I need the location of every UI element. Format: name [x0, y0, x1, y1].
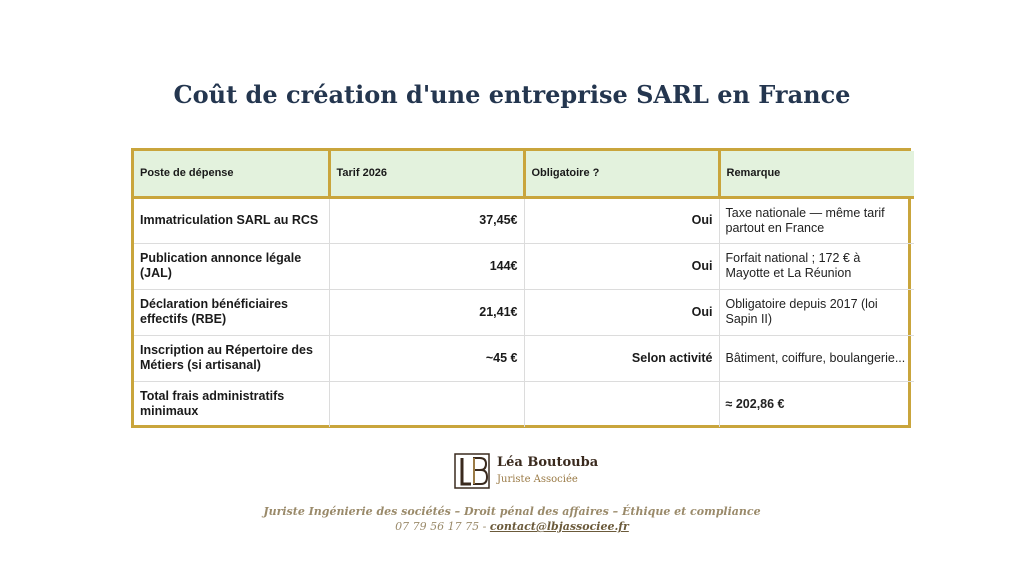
- header-poste: Poste de dépense: [134, 151, 329, 197]
- cell-remarque: Forfait national ; 172 € à Mayotte et La Réunion: [719, 243, 914, 289]
- footer-contact: [0, 520, 1024, 533]
- header-tarif: Tarif 2026: [329, 151, 524, 197]
- table-header-row: [134, 151, 914, 197]
- table-row: [134, 243, 914, 289]
- cell-tarif: [329, 381, 524, 427]
- lb-monogram-icon: [453, 452, 491, 490]
- cell-tarif: 144€: [329, 243, 524, 289]
- cell-poste: Déclaration bénéficiaires effectifs (RBE): [134, 289, 329, 335]
- firm-logo: [453, 452, 603, 492]
- cell-poste: Publication annonce légale (JAL): [134, 243, 329, 289]
- table-row-total: [134, 381, 914, 427]
- header-remarque: Remarque: [719, 151, 914, 197]
- header-obligatoire: Obligatoire ?: [524, 151, 719, 197]
- cell-poste: Inscription au Répertoire des Métiers (si artisanal): [134, 335, 329, 381]
- cell-poste: Immatriculation SARL au RCS: [134, 197, 329, 243]
- cell-obligatoire: [524, 381, 719, 427]
- cell-remarque: Taxe nationale — même tarif partout en France: [719, 197, 914, 243]
- logo-subtitle: Juriste Associée: [497, 474, 578, 485]
- cell-poste: Total frais administratifs minimaux: [134, 381, 329, 427]
- cell-obligatoire: Oui: [524, 243, 719, 289]
- table-row: [134, 335, 914, 381]
- cost-table: [131, 148, 911, 428]
- cell-tarif: 21,41€: [329, 289, 524, 335]
- cell-obligatoire: Oui: [524, 289, 719, 335]
- footer-email-link[interactable]: contact@lbjassociee.fr: [489, 520, 629, 533]
- cell-obligatoire: Selon activité: [524, 335, 719, 381]
- cell-tarif: 37,45€: [329, 197, 524, 243]
- cell-remarque: Bâtiment, coiffure, boulangerie...: [719, 335, 914, 381]
- cell-remarque: Obligatoire depuis 2017 (loi Sapin II): [719, 289, 914, 335]
- logo-name: Léa Boutouba: [497, 455, 599, 470]
- page-title: Coût de création d'une entreprise SARL en France: [173, 80, 851, 109]
- footer-phone: 07 79 56 17 75 -: [395, 520, 487, 533]
- cell-tarif: ~45 €: [329, 335, 524, 381]
- footer-specialties: Juriste Ingénierie des sociétés – Droit pénal des affaires – Éthique et compliance: [263, 505, 761, 518]
- table-row: [134, 197, 914, 243]
- table-row: [134, 289, 914, 335]
- cell-obligatoire: Oui: [524, 197, 719, 243]
- cell-total-value: ≈ 202,86 €: [725, 396, 785, 411]
